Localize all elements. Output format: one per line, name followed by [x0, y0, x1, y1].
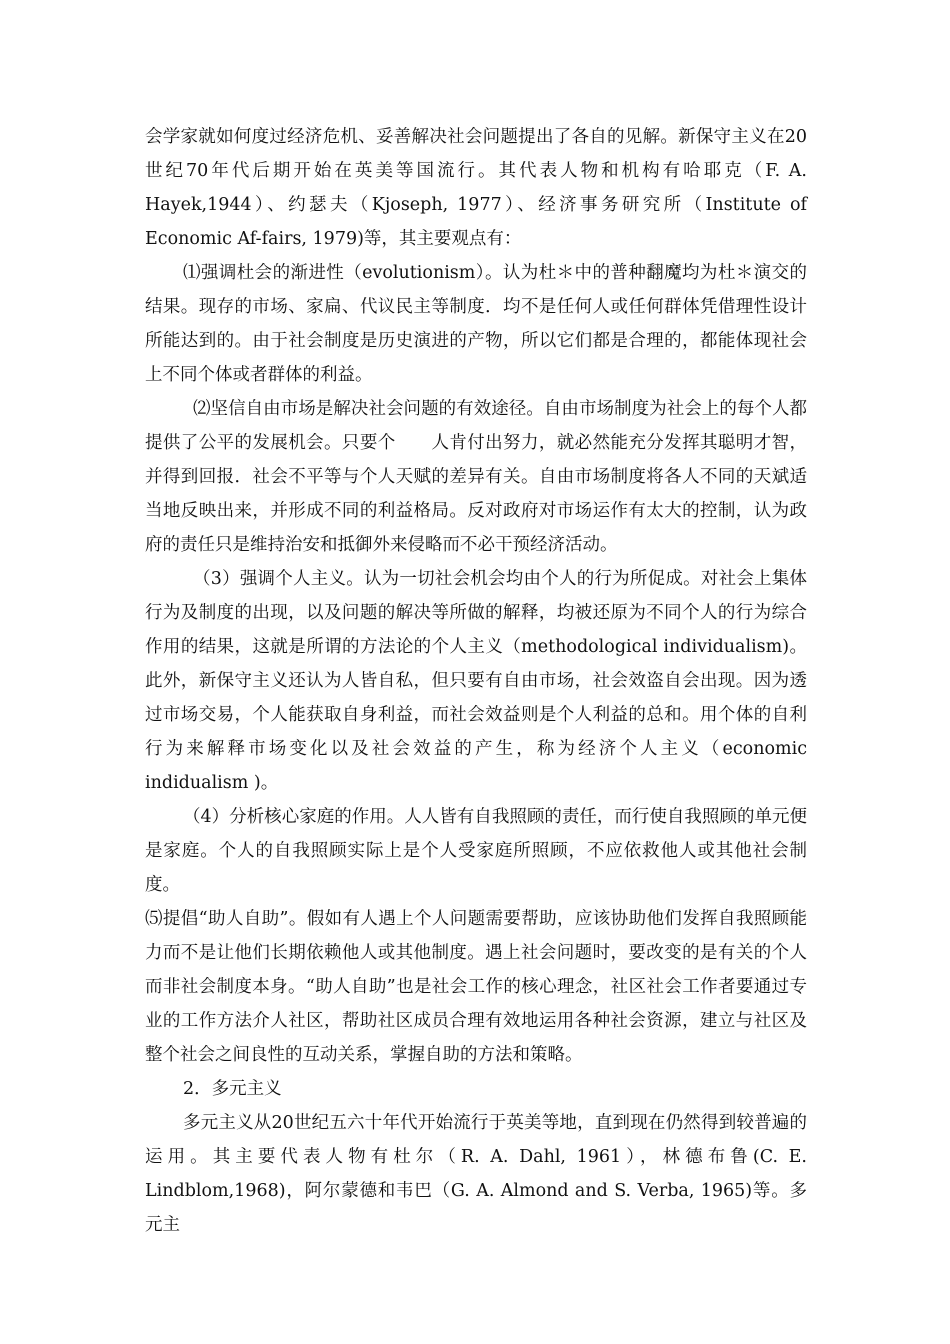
paragraph-point-3: （3）强调个人主义。认为一切社会机会均由个人的行为所促成。对社会上集体行为及制度的出现，以及问题的解决等所做的解释，均被还原为不同个人的行为综合作用的结果，这就是所谓的方法论的个人主义（methodological individualism)。此外，新保守主义还认为人皆自私，但只要有自由市场，社会效盗自会出现。因为透过市场交易，个人能获取自身利益，而社会效益则是个人利益的总和。用个体的自利行为来解释市场变化以及社会效益的产生，称为经济个人主义（economic indidualism )。	[145, 569, 807, 793]
paragraph-point-2: ⑵坚信自由市场是解决社会问题的有效途径。自由市场制度为社会上的每个人都提供了公平的发展机会。只要个 人肯付出努力，就必然能充分发挥其聪明才智，并得到回报．社会不平等与个人天赋的差异有关。自由市场制度将各人不同的天斌适当地反映出来，并形成不同的利益格局。反对政府对市场运作有太大的控制，认为政府的责任只是维持治安和抵御外来侵略而不必干预经济活动。	[145, 399, 807, 555]
body-text	[145, 120, 807, 1242]
paragraph-point-5: ⑸提倡“助人自助”。假如有人遇上个人问题需要帮助，应该协助他们发挥自我照顾能力而不是让他们长期依赖他人或其他制度。遇上社会问题时，要改变的是有关的个人而非社会制度本身。“助人自助”也是社会工作的核心理念，社区社会工作者要通过专业的工作方法介人社区，帮助社区成员合理有效地运用各种社会资源，建立与社区及整个社会之间良性的互动关系，掌握自助的方法和策略。	[145, 909, 807, 1065]
section-heading-pluralism: 2．多元主义	[183, 1079, 282, 1099]
paragraph-intro: 会学家就如何度过经济危机、妥善解决社会问题提出了各自的见解。新保守主义在20世纪70年代后期开始在英美等国流行。其代表人物和机构有哈耶克（F. A. Hayek,1944）、约瑟夫（Kjoseph, 1977）、经济事务研究所（Institute of Economic Af-fairs, 1979)等，其主要观点有：	[145, 127, 807, 249]
paragraph-point-4: （4）分析核心家庭的作用。人人皆有自我照顾的责任，而行使自我照顾的单元便是家庭。个人的自我照顾实际上是个人受家庭所照顾，不应依救他人或其他社会制度。	[145, 807, 807, 895]
paragraph-pluralism: 多元主义从20世纪五六十年代开始流行于英美等地，直到现在仍然得到较普遍的运用。其主要代表人物有杜尔（R. A. Dahl, 1961），林德布鲁(C. E. Lindblom,1968)，阿尔蒙德和韦巴（G. A. Almond and S. Verba, 1965)等。多元主	[145, 1113, 807, 1235]
paragraph-point-1: ⑴强调杜会的渐进性（evolutionism）。认为杜＊中的普种翻魔均为杜＊演交的结果。现存的市场、家扁、代议民主等制度．均不是任何人或任何群体凭借理性设计所能达到的。由于社会制度是历史演进的产物，所以它们都是合理的，都能体现社会上不同个体或者群体的利益。	[145, 263, 807, 385]
